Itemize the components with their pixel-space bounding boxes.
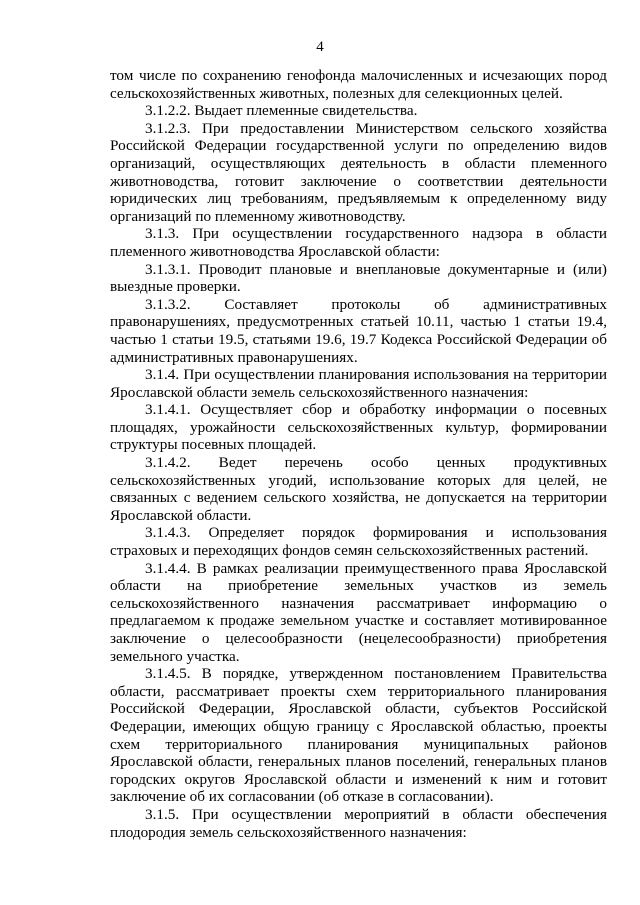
paragraph: 3.1.4.1. Осуществляет сбор и обработку информации о посевных площадях, урожайности сельскохозяйственных культур, формировании структуры посевных площадей. (110, 401, 607, 454)
paragraph: 3.1.4.4. В рамках реализации преимущественного права Ярославской области на приобретение земельных участков из земель сельскохозяйственного назначения рассматривает информацию о предлагаемом к продаже земельном участке и составляет мотивированное заключение о целесообразности (нецелесообразности) приобретения земельного участка. (110, 559, 607, 665)
paragraph: 3.1.5. При осуществлении мероприятий в области обеспечения плодородия земель сельскохозяйственного назначения: (110, 805, 607, 841)
paragraph: 3.1.3.1. Проводит плановые и внеплановые документарные и (или) выездные проверки. (110, 260, 607, 296)
paragraph: 3.1.2.2. Выдает племенные свидетельства. (145, 102, 418, 120)
paragraph: 3.1.3.2. Составляет протоколы об административных правонарушениях, предусмотренных статьей 10.11, частью 1 статьи 19.4, частью 1 статьи 19.5, статьями 19.6, 19.7 Кодекса Российской Федерации об административных правонарушениях. (110, 295, 607, 366)
paragraph: 3.1.4.2. Ведет перечень особо ценных продуктивных сельскохозяйственных угодий, использование которых для целей, не связанных с ведением сельского хозяйства, не допускается на территории Ярославской области. (110, 454, 607, 524)
paragraph: 3.1.4. При осуществлении планирования использования на территории Ярославской области земель сельскохозяйственного назначения: (110, 366, 607, 401)
paragraph: 3.1.4.5. В порядке, утвержденном постановлением Правительства области, рассматривает проекты схем территориального планирования Российской Федерации, Ярославской области, субъектов Российской Федерации, имеющих общую границу с Ярославской областью, проекты схем территориального планирования муниципальных районов Ярославской области, генеральных планов поселений, генеральных планов городских округов Ярославской области и изменений к ним и готовит заключение об их согласовании (об отказе в согласовании). (110, 665, 607, 806)
paragraph: 3.1.3. При осуществлении государственного надзора в области племенного животноводства Ярославской области: (110, 225, 607, 260)
document-body (110, 67, 607, 841)
page-number: 4 (316, 39, 324, 55)
paragraph: 3.1.4.3. Определяет порядок формирования и использования страховых и переходящих фондов семян сельскохозяйственных растений. (110, 524, 607, 560)
paragraph: 3.1.2.3. При предоставлении Министерством сельского хозяйства Российской Федерации государственной услуги по определению видов организаций, осуществляющих деятельность в области племенного животноводства, готовит заключение о соответствии деятельности юридических лиц требованиям, предъявляемым к определенному виду организаций по племенному животноводству. (110, 119, 607, 225)
paragraph: том числе по сохранению генофонда малочисленных и исчезающих пород сельскохозяйственных животных, полезных для селекционных целей. (110, 67, 607, 102)
